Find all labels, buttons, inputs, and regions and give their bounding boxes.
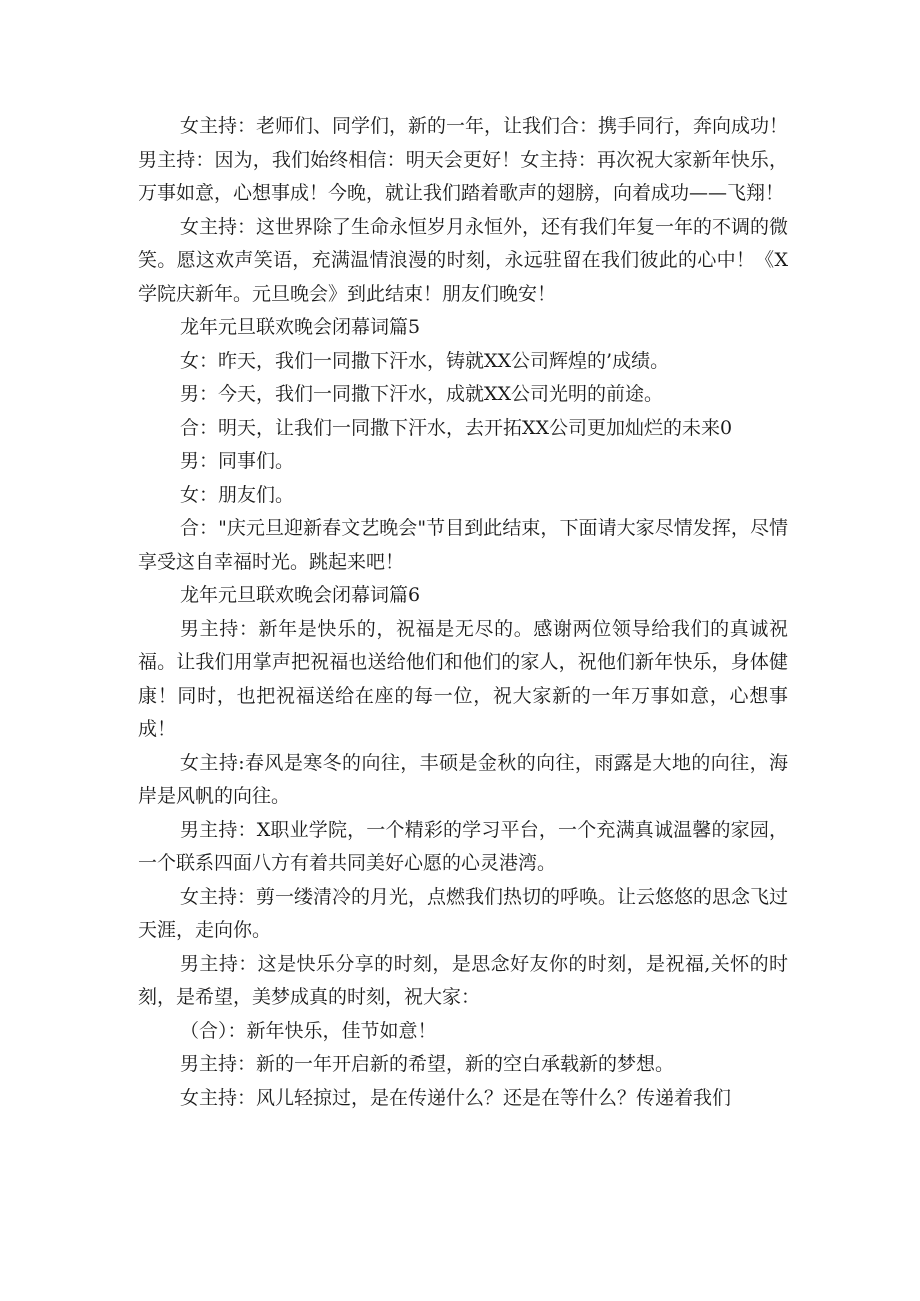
section-heading-5: 龙年元旦联欢晚会闭幕词篇5 xyxy=(180,316,421,338)
paragraph-female-wind: 女主持：风儿轻掠过，是在传递什么？还是在等什么？传递着我们 xyxy=(180,1086,732,1109)
paragraph-female-spring: 女主持:春风是寒冬的向往，丰硕是金秋的向往，雨露是大地的向往，海岸是风帆的向往。 xyxy=(138,751,788,807)
paragraph-male-colleagues: 男：同事们。 xyxy=(180,450,295,472)
paragraph-together-tomorrow: 合：明天，让我们一同撒下汗水，去开拓XX公司更加灿烂的未来0 xyxy=(180,416,733,439)
paragraph-together-newyear: （合）：新年快乐，佳节如意！ xyxy=(180,1019,437,1042)
paragraph-male-blessing: 男主持：新年是快乐的，祝福是无尽的。感谢两位领导给我们的真诚祝福。让我们用掌声把祝福也送给他们和他们的家人，祝他们新年快乐，身体健康！同时，也把祝福送给在座的每一位，祝大家新的一年万事如意，心想事成！ xyxy=(138,617,788,740)
paragraph-female-yesterday: 女：昨天，我们一同撒下汗水，铸就XX公司辉煌的’成绩。 xyxy=(180,349,670,372)
paragraph-female-moonlight: 女主持：剪一缕清冷的月光，点燃我们热切的呼唤。让云悠悠的思念飞过天涯，走向你。 xyxy=(138,885,789,941)
section-heading-6: 龙年元旦联欢晚会闭幕词篇6 xyxy=(180,584,421,606)
paragraph-male-hope: 男主持：新的一年开启新的希望，新的空白承载新的梦想。 xyxy=(180,1053,675,1075)
paragraph-closing-hosts-2: 女主持：这世界除了生命永恒岁月永恒外，还有我们年复一年的不调的微笑。愿这欢声笑语，充满温情浪漫的时刻，永远驻留在我们彼此的心中！《X学院庆新年。元旦晚会》到此结束！朋友们晚安！ xyxy=(138,215,789,305)
paragraph-female-friends: 女：朋友们。 xyxy=(180,483,295,506)
document-body xyxy=(138,110,788,1115)
paragraph-male-college: 男主持：X职业学院，一个精彩的学习平台，一个充满真诚温馨的家园，一个联系四面八方有着共同美好心愿的心灵港湾。 xyxy=(138,818,788,874)
paragraph-closing-hosts-1: 女主持：老师们、同学们，新的一年，让我们合：携手同行，奔向成功！男主持：因为，我们始终相信：明天会更好！女主持：再次祝大家新年快乐，万事如意，心想事成！今晚，就让我们踏着歌声的翅膀，向着成功——飞翔！ xyxy=(138,115,789,204)
paragraph-male-sharing: 男主持：这是快乐分享的时刻，是思念好友你的时刻，是祝福,关怀的时刻，是希望，美梦成真的时刻，祝大家： xyxy=(138,952,788,1008)
paragraph-together-ending: 合："庆元旦迎新春文艺晚会"节目到此结束，下面请大家尽情发挥，尽情享受这自幸福时光。跳起来吧！ xyxy=(138,517,788,573)
paragraph-male-today: 男：今天，我们一同撒下汗水，成就XX公司光明的前途。 xyxy=(180,383,664,405)
